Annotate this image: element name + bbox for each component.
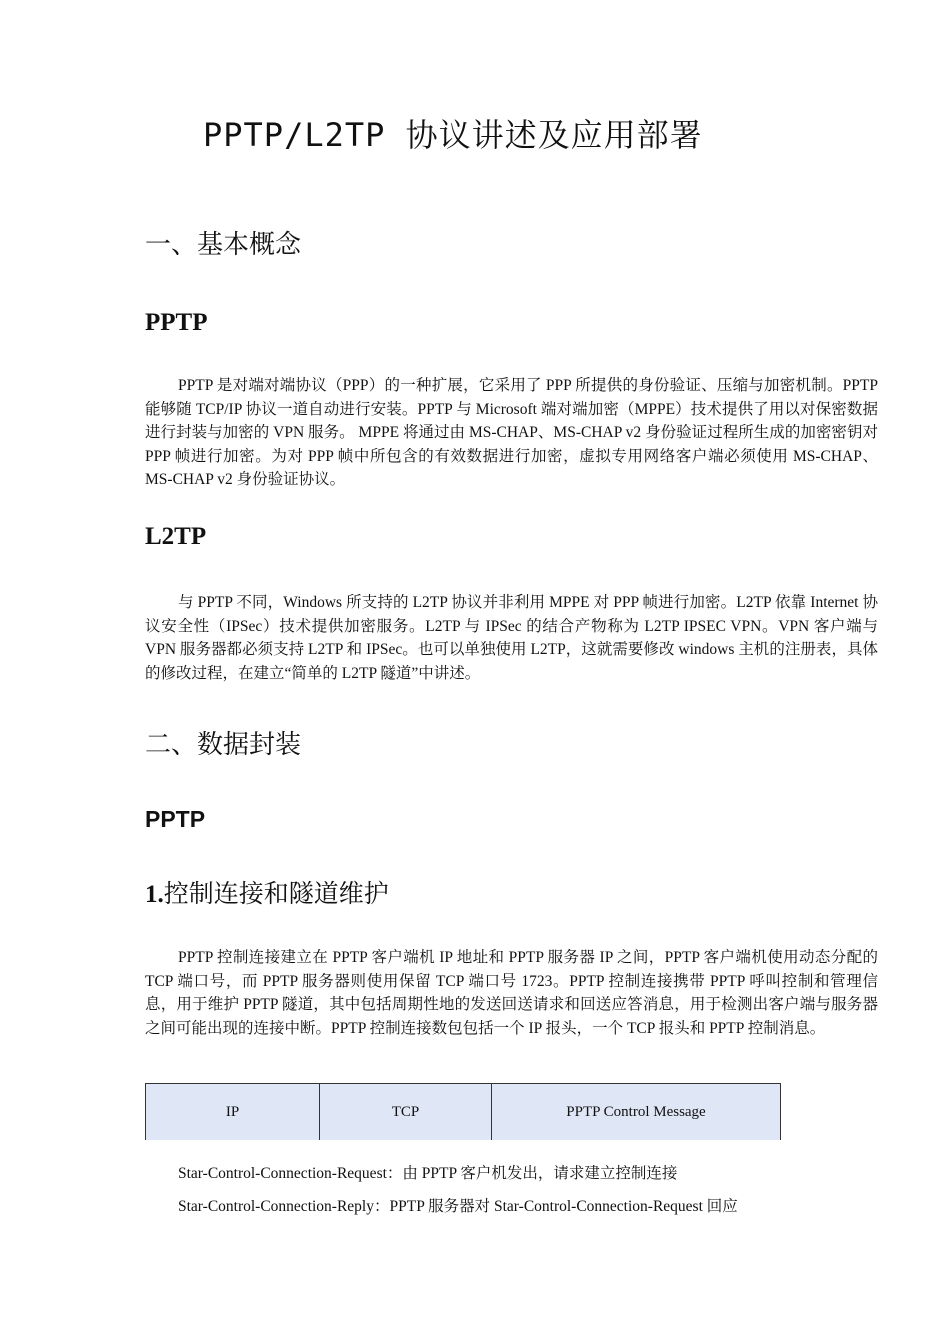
paragraph-l2tp-concept: 与 PPTP 不同，Windows 所支持的 L2TP 协议并非利用 MPPE 对 PPP 帧进行加密。L2TP 依靠 Internet 协议安全性（IPSec）技术提供加密服务。L2TP 与 IPSec 的结合产物称为 L2TP IPSEC VPN。VPN 客户端与 VPN 服务器都必须支持 L2TP 和 IPSec。也可以单独使用 L2TP，这就需要修改 windows 主机的注册表，具体的修改过程，在建立“简单的 L2TP 隧道”中讲述。	[145, 594, 878, 682]
packet-field-control-message: PPTP Control Message	[492, 1084, 781, 1141]
paragraph-control-connection: PPTP 控制连接建立在 PPTP 客户端机 IP 地址和 PPTP 服务器 IP 之间，PPTP 客户端机使用动态分配的 TCP 端口号，而 PPTP 服务器则使用保留 TCP 端口号 1723。PPTP 控制连接携带 PPTP 呼叫控制和管理信息，用于维护 PPTP 隧道，其中包括周期性地的发送回送请求和回送应答消息，用于检测出客户端与服务器之间可能出现的连接中断。PPTP 控制连接数包包括一个 IP 报头，一个 TCP 报头和 PPTP 控制消息。	[145, 949, 878, 1037]
paragraph-pptp-concept: PPTP 是对端对端协议（PPP）的一种扩展，它采用了 PPP 所提供的身份验证、压缩与加密机制。PPTP 能够随 TCP/IP 协议一道自动进行安装。PPTP 与 Microsoft 端对端加密（MPPE）技术提供了用以对保密数据进行封装与加密的 VPN 服务。 MPPE 将通过由 MS-CHAP、MS-CHAP v2 身份验证过程所生成的加密密钥对 PPP 帧进行加密。为对 PPP 帧中所包含的有效数据进行加密，虚拟专用网络客户端必须使用 MS-CHAP、MS-CHAP v2 身份验证协议。	[145, 377, 878, 488]
subsection-heading-l2tp: L2TP	[145, 523, 207, 550]
subsection-heading-pptp: PPTP	[145, 309, 208, 336]
section-heading-basic-concepts: 一、基本概念	[145, 230, 302, 259]
message-line-reply: Star-Control-Connection-Reply：PPTP 服务器对 Star-Control-Connection-Request 回应	[178, 1198, 738, 1215]
subsection-heading-pptp-encapsulation: PPTP	[145, 806, 206, 832]
packet-field-ip: IP	[146, 1084, 320, 1141]
section-heading-data-encapsulation: 二、数据封装	[145, 730, 302, 759]
table-row	[146, 1084, 781, 1141]
item-number: 1.	[145, 881, 164, 908]
item-heading-control-connection	[145, 874, 389, 910]
packet-field-tcp: TCP	[320, 1084, 492, 1141]
message-line-request: Star-Control-Connection-Request：由 PPTP 客户机发出，请求建立控制连接	[178, 1165, 678, 1182]
packet-structure-table	[145, 1083, 781, 1140]
document-title: PPTP/L2TP 协议讲述及应用部署	[203, 116, 703, 154]
item-heading-text: 控制连接和隧道维护	[163, 881, 389, 908]
